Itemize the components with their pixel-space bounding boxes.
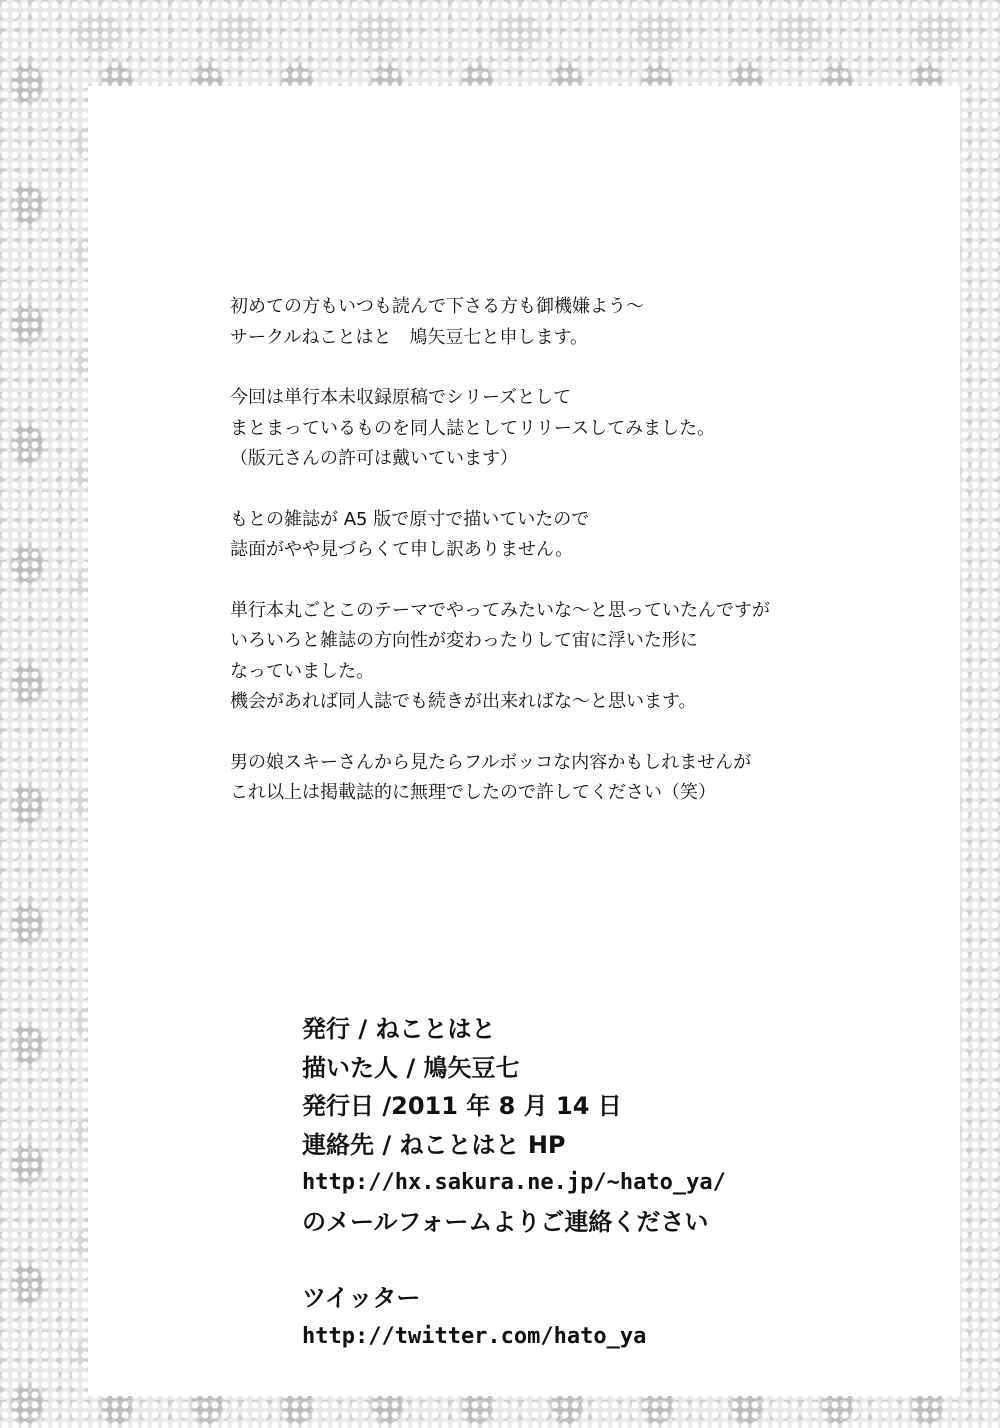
- afterword-letter: [230, 292, 870, 839]
- letter-paragraph-closing: 男の娘スキーさんから見たらフルボッコな内容かもしれませんが これ以上は掲載誌的に無理でしたので許してください（笑）: [230, 751, 752, 803]
- colophon-artist: 描いた人 / 鳩矢豆七: [302, 1053, 520, 1082]
- colophon-contact: 連絡先 / ねことはと HP: [302, 1130, 566, 1159]
- colophon-spacer: [302, 1241, 942, 1279]
- colophon: [302, 1010, 942, 1356]
- letter-paragraph-apology: もとの雑誌が A5 版で原寸で描いていたので 誌面がやや見づらくて申し訳ありません。: [230, 508, 590, 560]
- letter-paragraph-plans: 単行本丸ごとこのテーマでやってみたいな～と思っていたんですが いろいろと雑誌の方向性が変わったりして宙に浮いた形に なっていました。 機会があれば同人誌でも続きが出来ればな～と思います。: [230, 599, 770, 712]
- colophon-date: 発行日 /2011 年 8 月 14 日: [302, 1092, 622, 1120]
- colophon-contact-note: のメールフォームよりご連絡ください: [302, 1207, 709, 1236]
- colophon-publisher: 発行 / ねことはと: [302, 1015, 496, 1043]
- colophon-twitter-url[interactable]: http://twitter.com/hato_ya: [302, 1323, 647, 1349]
- letter-paragraph-release: 今回は単行本未収録原稿でシリーズとして まとまっているものを同人誌としてリリースしてみました。 （版元さんの許可は戴いています）: [230, 387, 716, 469]
- colophon-twitter-label: ツイッター: [302, 1284, 421, 1312]
- colophon-homepage-url[interactable]: http://hx.sakura.ne.jp/~hato_ya/: [302, 1170, 726, 1195]
- letter-paragraph-greeting: 初めての方もいつも読んで下さる方も御機嫌よう～ サークルねことはと 鳩矢豆七と申します。: [230, 296, 644, 348]
